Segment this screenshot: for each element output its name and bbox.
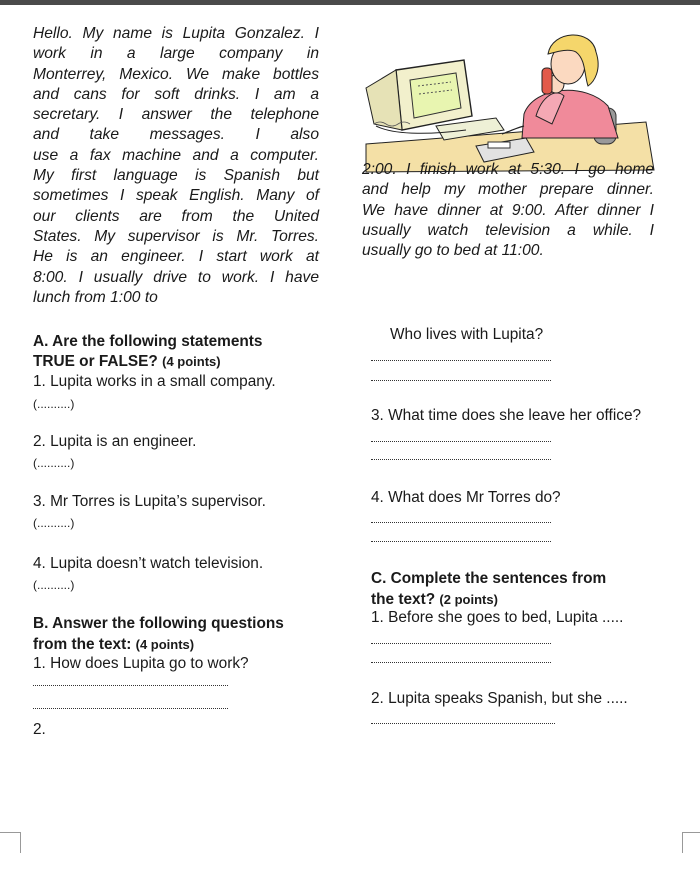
reading-left-line: Monterrey, Mexico. We make bottles — [33, 65, 319, 83]
b-answer-4-line-1[interactable] — [371, 522, 551, 523]
a-item-4: 4. Lupita doesn’t watch television. — [33, 555, 264, 572]
reading-left-line: use a fax machine and a computer. — [33, 146, 319, 164]
a-item-3: 3. Mr Torres is Lupita’s supervisor. — [33, 493, 266, 510]
b-answer-1-line-2[interactable] — [33, 708, 228, 709]
a-item-2: 2. Lupita is an engineer. — [33, 433, 197, 450]
section-b-points: (4 points) — [135, 637, 195, 652]
reading-left-line: our clients are from the United — [33, 207, 319, 225]
reading-left-line: My first language is Spanish but — [33, 167, 319, 185]
c-sentence-2: 2. Lupita speaks Spanish, but she ..... — [371, 690, 628, 707]
reading-left-line: 8:00. I usually drive to work. I have — [33, 268, 319, 286]
b-question-1: 1. How does Lupita go to work? — [33, 655, 249, 672]
b-answer-2-line-2[interactable] — [371, 380, 551, 381]
reading-right-line: usually go to bed at 11:00. — [362, 242, 544, 260]
reading-left-line: and take messages. I also — [33, 126, 319, 144]
section-c-title: C. Complete the sentences from — [371, 570, 607, 587]
section-a-points: (4 points) — [162, 354, 221, 369]
reading-right-line: usually watch television a while. I — [362, 221, 654, 239]
page-corner-left — [0, 832, 21, 853]
reading-left-line: secretary. I answer the telephone — [33, 106, 319, 124]
reading-passage-right — [362, 160, 654, 261]
a-item-3-answer[interactable]: (..........) — [33, 516, 75, 530]
a-item-1-answer[interactable]: (..........) — [33, 397, 75, 411]
a-item-2-answer[interactable]: (..........) — [33, 456, 75, 470]
b-question-2: Who lives with Lupita? — [390, 326, 544, 343]
b-question-3: 3. What time does she leave her office? — [371, 407, 642, 424]
b-question-2-number: 2. — [33, 721, 46, 738]
b-answer-4-line-2[interactable] — [371, 541, 551, 542]
reading-left-line: sometimes I speak English. Many of — [33, 187, 319, 205]
c-answer-1-line-2[interactable] — [371, 662, 551, 663]
b-answer-2-line-1[interactable] — [371, 360, 551, 361]
reading-left-line: States. My supervisor is Mr. Torres. — [33, 227, 319, 245]
section-a-title2: TRUE or FALSE? — [33, 353, 158, 370]
section-b-title: B. Answer the following questions — [33, 615, 284, 632]
a-item-1: 1. Lupita works in a small company. — [33, 373, 276, 390]
c-answer-2-line-1[interactable] — [371, 723, 555, 724]
reading-right-line: 2:00. I finish work at 5:30. I go home — [362, 161, 654, 178]
top-bar — [0, 0, 700, 5]
section-c-title-line2 — [371, 590, 498, 610]
c-answer-1-line-1[interactable] — [371, 643, 551, 644]
reading-passage-left — [33, 24, 319, 308]
b-answer-3-line-1[interactable] — [371, 441, 551, 442]
page-corner-right — [682, 832, 700, 853]
b-question-4: 4. What does Mr Torres do? — [371, 489, 561, 506]
b-answer-1-line-1[interactable] — [33, 685, 228, 686]
c-sentence-1: 1. Before she goes to bed, Lupita ..... — [371, 609, 624, 626]
a-item-4-answer[interactable]: (..........) — [33, 578, 75, 592]
section-a-title: A. Are the following statements — [33, 333, 263, 350]
secretary-illustration — [356, 26, 656, 176]
section-c-title2: the text? — [371, 591, 436, 608]
reading-left-line: work in a large company in — [33, 45, 319, 63]
reading-left-line: lunch from 1:00 to — [33, 288, 158, 306]
reading-left-line: and cans for soft drinks. I am a — [33, 85, 319, 103]
reading-right-line: and help my mother prepare dinner. — [362, 181, 654, 199]
b-answer-3-line-2[interactable] — [371, 459, 551, 460]
reading-left-line: He is an engineer. I start work at — [33, 248, 319, 266]
section-a-title-line2 — [33, 352, 221, 372]
reading-right-line: We have dinner at 9:00. After dinner I — [362, 201, 654, 219]
reading-left-line: Hello. My name is Lupita Gonzalez. I — [33, 25, 319, 42]
section-c-points: (2 points) — [439, 592, 498, 607]
section-b-title2: from the text: — [33, 636, 132, 653]
section-b-title-line2 — [33, 635, 194, 655]
